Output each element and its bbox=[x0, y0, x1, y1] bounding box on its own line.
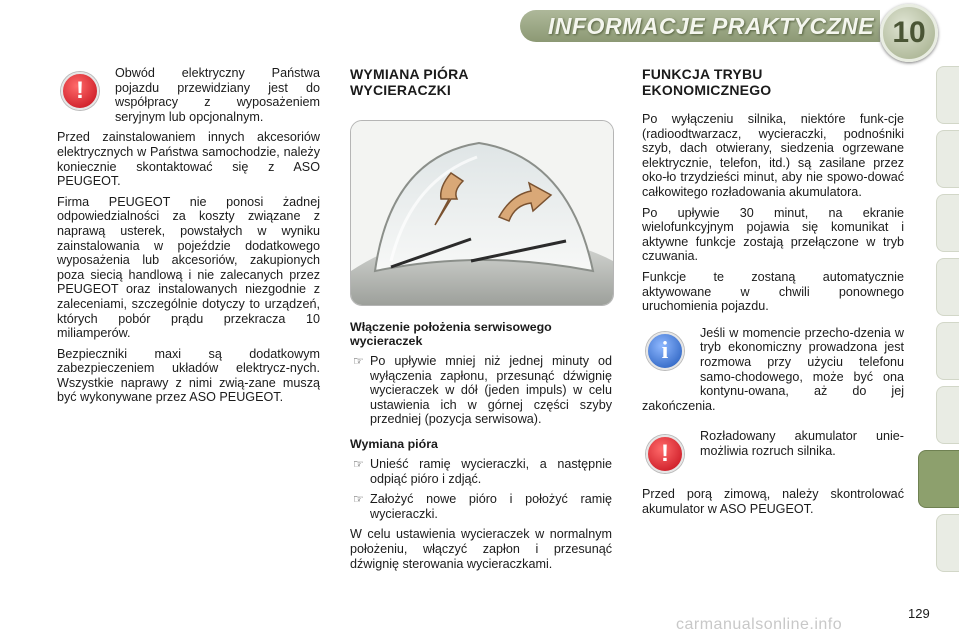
column-left bbox=[57, 66, 320, 411]
side-tab[interactable] bbox=[936, 258, 959, 316]
watermark: carmanualsonline.info bbox=[676, 616, 843, 633]
instruction-text: Po upływie mniej niż jednej minuty od wyłączenia zapłonu, przesunąć dźwignię wycieraczek w dół (jeden impuls) w celu ustawienia ich w górnej części szyby przedniej (pozycja serwisowa). bbox=[370, 354, 612, 427]
windscreen-wiper-illustration bbox=[350, 120, 614, 306]
column-right bbox=[642, 66, 904, 522]
heading-line: FUNKCJA TRYBU bbox=[642, 66, 763, 82]
paragraph: Bezpieczniki maxi są dodatkowym zabezpieczeniem układów elektrycz-nych. Wszystkie naprawy z nimi zwią-zane muszą być wykonywane przez ASO PEUGEOT. bbox=[57, 346, 320, 405]
paragraph: Funkcje te zostaną automatycznie aktywowane w chwili ponownego uruchomienia pojazdu. bbox=[642, 269, 904, 314]
paragraph: Po upływie 30 minut, na ekranie wielofunkcyjnym pojawia się komunikat i aktywne funkcje zostają przełączone w tryb czuwania. bbox=[642, 205, 904, 264]
subheading: Wymiana pióra bbox=[350, 436, 438, 451]
side-tab[interactable] bbox=[936, 66, 959, 124]
instruction-text: Założyć nowe pióro i położyć ramię wycieraczki. bbox=[370, 492, 612, 521]
paragraph: Przed porą zimową, należy skontrolować akumulator w ASO PEUGEOT. bbox=[642, 487, 904, 516]
warning-text: Rozładowany akumulator unie-możliwia rozruch silnika. bbox=[700, 429, 904, 458]
windscreen-illustration-svg bbox=[351, 121, 613, 305]
heading-line: EKONOMICZNEGO bbox=[642, 82, 772, 98]
warning-icon: ! bbox=[61, 72, 99, 110]
chapter-number-badge: 10 bbox=[880, 4, 938, 62]
info-icon: i bbox=[646, 332, 684, 370]
side-tab[interactable] bbox=[936, 386, 959, 444]
section-heading bbox=[350, 66, 612, 98]
warning-icon-wrap bbox=[57, 66, 109, 124]
paragraph: Po wyłączeniu silnika, niektóre funk-cje (radioodtwarzacz, wycieraczki, podnośniki szyb, dach otwierany, siedzenia ogrzewane elektrycznie, telefon, itd.) są zasilane przez oko-ło trzydzieści minut, aby nie spowo-dować całkowitego rozładowania akumulatora. bbox=[642, 112, 904, 199]
paragraph: W celu ustawienia wycieraczek w normalnym położeniu, włączyć zapłon i przesunąć dźwignię sterowania wycieraczkami. bbox=[350, 527, 612, 571]
warning-icon: ! bbox=[646, 435, 684, 473]
heading-line: WYCIERACZKI bbox=[350, 82, 451, 98]
page-header bbox=[0, 0, 960, 52]
column-middle bbox=[350, 66, 612, 577]
section-heading bbox=[642, 66, 904, 98]
side-tab-active[interactable] bbox=[918, 450, 959, 508]
side-tab[interactable] bbox=[936, 194, 959, 252]
side-tab[interactable] bbox=[936, 322, 959, 380]
info-text: Jeśli w momencie przecho-dzenia w tryb ekonomiczny prowadzona jest rozmowa przy użyciu telefonu samo-chodowego, może być ona kontynu-owana, aż do jej zakończenia. bbox=[642, 325, 904, 413]
paragraph: Przed zainstalowaniem innych akcesoriów elektrycznych w Państwa samochodzie, należy koniecznie skontaktować się z ASO PEUGEOT. bbox=[57, 130, 320, 189]
instruction-item bbox=[350, 354, 612, 427]
warning-icon-wrap bbox=[642, 429, 694, 479]
pointing-hand-icon: ☞ bbox=[353, 492, 364, 507]
pointing-hand-icon: ☞ bbox=[353, 456, 364, 471]
page-number: 129 bbox=[908, 606, 930, 621]
pointing-hand-icon: ☞ bbox=[353, 354, 364, 368]
side-tab[interactable] bbox=[936, 130, 959, 188]
instruction-item bbox=[350, 457, 612, 486]
chapter-side-tabs bbox=[936, 66, 960, 576]
instruction-text: Unieść ramię wycieraczki, a następnie odpiąć pióro i zdjąć. bbox=[370, 456, 612, 486]
instruction-item bbox=[350, 492, 612, 521]
side-tab[interactable] bbox=[936, 514, 959, 572]
heading-line: WYMIANA PIÓRA bbox=[350, 66, 469, 82]
subheading: Włączenie położenia serwisowego wycieraczek bbox=[350, 320, 552, 348]
info-icon-wrap bbox=[642, 326, 694, 384]
paragraph: Firma PEUGEOT nie ponosi żadnej odpowiedzialności za koszty związane z naprawą usterek, powstałych w wyniku zainstalowania w pojeździe dodatkowego wyposażenia lub akcesoriów, zakupionych poza siecią handlową i nie zalecanych przez PEUGEOT oraz instalowanych niezgodnie z zaleceniami, szczególnie dotyczy to urządzeń, których pobór prądu przekracza 10 miliamperów. bbox=[57, 194, 320, 341]
warning-text: Obwód elektryczny Państwa pojazdu przewidziany jest do współpracy z wyposażeniem seryjnym lub opcjonalnym. bbox=[115, 66, 320, 124]
page-title: INFORMACJE PRAKTYCZNE bbox=[548, 13, 875, 39]
